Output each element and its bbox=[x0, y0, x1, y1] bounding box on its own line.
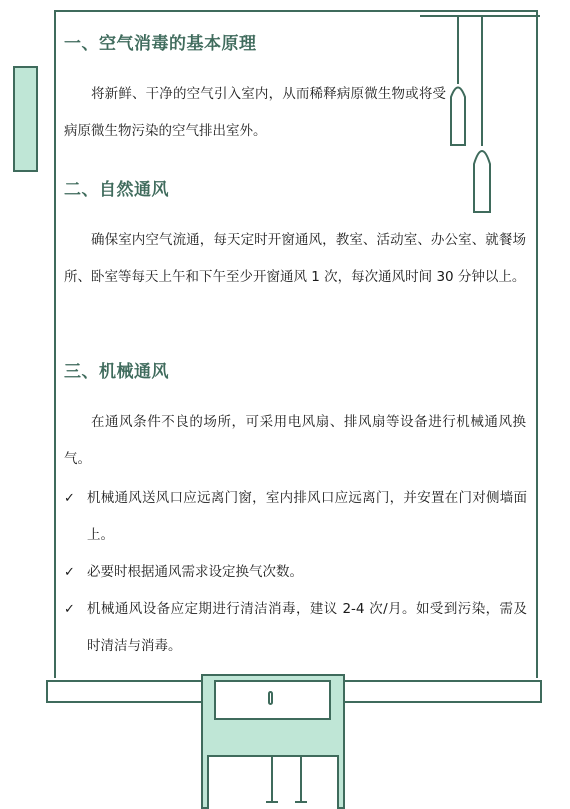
section-1-paragraph: 将新鲜、干净的空气引入室内，从而稀释病原微生物或将受病原微生物污染的空气排出室外。 bbox=[64, 86, 446, 139]
check-icon: ✓ bbox=[64, 491, 75, 506]
check-icon: ✓ bbox=[64, 565, 75, 580]
bullet-text: 机械通风设备应定期进行清洁消毒，建议 2-4 次/月。如受到污染，需及时清洁与消毒。 bbox=[87, 601, 527, 654]
section-1-heading: 一、空气消毒的基本原理 bbox=[64, 34, 257, 54]
section-3-heading: 三、机械通风 bbox=[64, 362, 169, 382]
section-2-paragraph: 确保室内空气流通，每天定时开窗通风，教室、活动室、办公室、就餐场所、卧室等每天上午和下午至少开窗通风 1 次，每次通风时间 30 分钟以上。 bbox=[64, 232, 526, 285]
section-3-paragraph: 在通风条件不良的场所，可采用电风扇、排风扇等设备进行机械通风换气。 bbox=[64, 414, 526, 467]
bullet-text: 机械通风送风口应远离门窗，室内排风口应远离门，并安置在门对侧墙面上。 bbox=[87, 490, 527, 543]
check-icon: ✓ bbox=[64, 602, 75, 617]
bullet-text: 必要时根据通风需求设定换气次数。 bbox=[87, 564, 303, 580]
section-2-heading: 二、自然通风 bbox=[64, 180, 169, 200]
